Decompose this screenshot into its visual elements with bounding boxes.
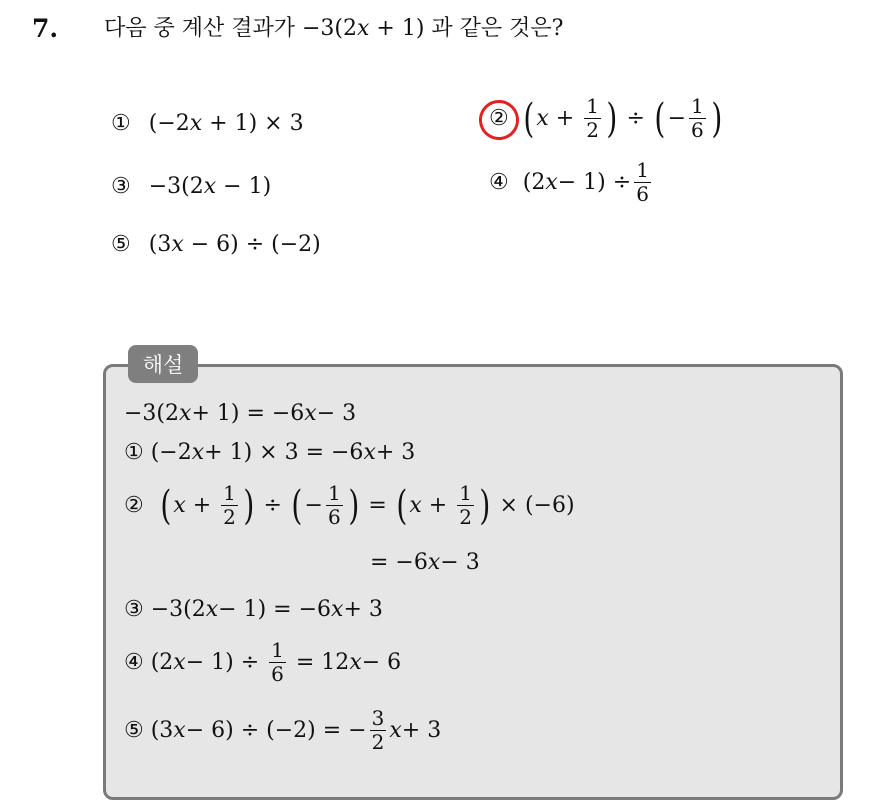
- choice-2[interactable]: [489, 96, 724, 141]
- question-text: 다음 중 계산 결과가 −3(2x + 1) 과 같은 것은?: [104, 16, 564, 41]
- choice-2-number: ②: [489, 105, 509, 131]
- choice-1-expression: (−2x + 1) × 3: [148, 111, 304, 136]
- solution-line-7: ⑤ (3 x − 6) ÷ (−2) = − $\frac{3}{2}$ x + 3: [124, 706, 442, 754]
- solution-line-3: ② ( x + $\frac{1}{2}$ ) ÷ ( − $\frac{1}{6}$ ) = ( x + $\frac{1}{2}$ ) × (−6): [124, 481, 575, 529]
- solution-tag: 해설: [128, 345, 198, 383]
- choice-4-expression: (2 x − 1) ÷ $\frac{1}{6}$: [522, 158, 649, 206]
- choice-5[interactable]: [111, 234, 321, 256]
- choice-5-number: ⑤: [111, 232, 131, 257]
- solution-line-6: ④ (2 x − 1) ÷ $\frac{1}{6}$ = 12 x − 6: [124, 638, 402, 686]
- choice-1[interactable]: [111, 113, 304, 135]
- choice-5-expression: (3x − 6) ÷ (−2): [148, 232, 321, 257]
- solution-line-2: ① (−2 x + 1) × 3 = −6 x + 3: [124, 440, 416, 465]
- choice-4[interactable]: [489, 160, 654, 205]
- question-number: 7.: [32, 14, 59, 43]
- solution-line-5: ③ −3(2 x − 1) = −6 x + 3: [124, 597, 383, 622]
- choice-3-number: ③: [111, 174, 131, 199]
- choice-3[interactable]: [111, 176, 271, 198]
- solution-line-4: = −6 x − 3: [370, 550, 480, 575]
- choice-4-number: ④: [489, 169, 509, 195]
- choice-2-expression: ( x + $\frac{1}{2}$ ) ÷ ( − $\frac{1}{6}$ ): [523, 94, 723, 142]
- solution-line-1: −3(2 x + 1) = −6 x − 3: [124, 401, 357, 426]
- choice-1-number: ①: [111, 111, 131, 136]
- choice-3-expression: −3(2x − 1): [148, 174, 272, 199]
